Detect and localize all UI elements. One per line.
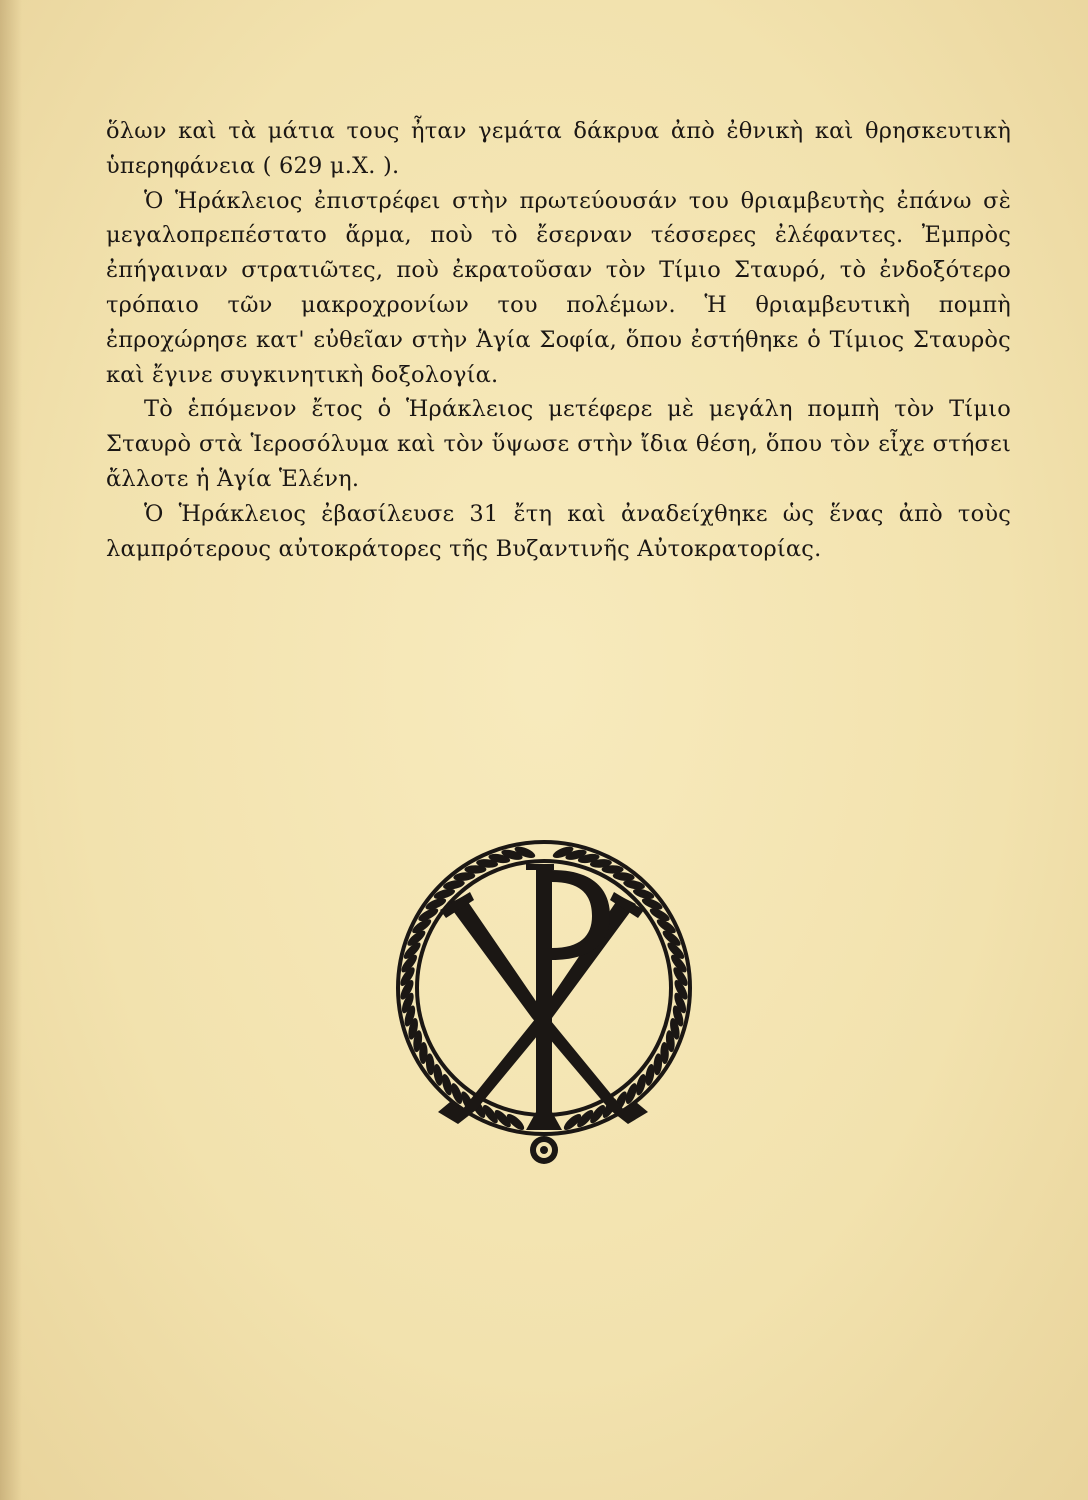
paragraph-continuation: ὅλων καὶ τὰ μάτια τους ἦταν γεμάτα δάκρυα ἀπὸ ἐθνικὴ καὶ θρησκευτικὴ ὑπερηφάνεια ( 629 μ.Χ. ). [106,118,1011,179]
page-edge-shadow [0,0,22,1500]
paragraph-heraclius-return: Ὁ Ἡράκλειος ἐπιστρέφει στὴν πρωτεύουσάν του θριαμβευτὴς ἐπάνω σὲ μεγαλοπρεπέστατο ἅρμα, ποὺ τὸ ἔσερναν τέσσερες ἐλέφαντες. Ἐμπρὸς ἐπήγαιναν στρατιῶτες, ποὺ ἐκρατοῦσαν τὸν Τίμιο Σταυρό, τὸ ἐνδοξότερο τρόπαιο τῶν μακροχρονίων του πολέμων. Ἡ θριαμβευτικὴ πομπὴ ἐπροχώρησε κατ' εὐθεῖαν στὴν Ἁγία Σοφία, ὅπου ἐστήθηκε ὁ Τίμιος Σταυρὸς καὶ ἔγινε συγκινητικὴ δοξολογία. [106,187,1011,388]
paragraph-reign: Ὁ Ἡράκλειος ἐβασίλευσε 31 ἔτη καὶ ἀναδείχθηκε ὡς ἕνας ἀπὸ τοὺς λαμπρότερους αὐτοκράτορες τῆς Βυζαντινῆς Αὐτοκρατορίας. [106,500,1011,562]
body-text [106,114,1011,566]
paragraph-jerusalem: Τὸ ἑπόμενον ἔτος ὁ Ἡράκλειος μετέφερε μὲ μεγάλη πομπὴ τὸν Τίμιο Σταυρὸ στὰ Ἱεροσόλυμα καὶ τὸν ὕψωσε στὴν ἴδια θέση, ὅπου τὸν εἶχε στήσει ἄλλοτε ἡ Ἁγία Ἑλένη. [106,396,1011,492]
chi-rho-wreath-icon [366,812,722,1170]
